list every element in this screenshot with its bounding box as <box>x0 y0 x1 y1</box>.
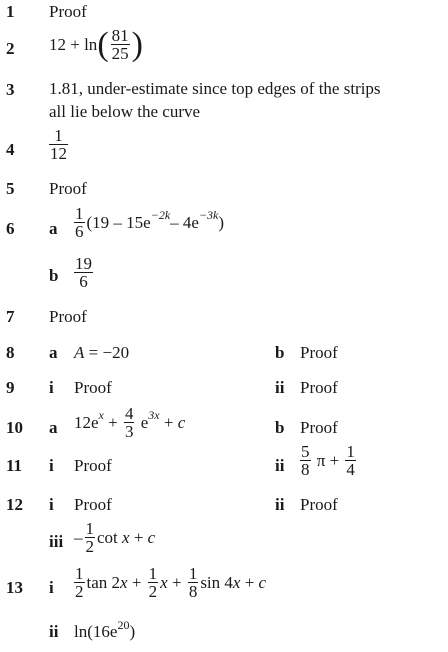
exponent: 20 <box>117 618 130 632</box>
question-number: 13 <box>6 578 23 597</box>
fraction <box>74 255 93 290</box>
answer-text: Proof <box>74 495 112 514</box>
expr-text: cot <box>97 527 118 547</box>
question-number: 5 <box>6 179 15 198</box>
constant: c <box>147 527 156 547</box>
expr-text: ) <box>218 212 225 232</box>
fraction <box>345 443 356 478</box>
variable: x <box>232 572 241 592</box>
part-label: ii <box>275 456 285 475</box>
part-label: b <box>275 343 285 362</box>
fraction <box>148 565 159 600</box>
answer-text: all lie below the curve <box>49 102 201 121</box>
fraction <box>85 520 96 555</box>
expr-text: – <box>74 527 83 547</box>
numerator: 1 <box>148 564 158 583</box>
answer-text: Proof <box>49 2 87 21</box>
constant: c <box>258 572 267 592</box>
fraction <box>49 127 68 162</box>
expr-text: = −20 <box>84 343 130 362</box>
part-label: a <box>49 219 58 238</box>
expr-text: π + <box>312 450 344 470</box>
answer-expression <box>74 618 136 643</box>
exponent: −3k <box>198 207 219 222</box>
numerator: 1 <box>346 442 355 461</box>
part-label: i <box>49 495 54 514</box>
expr-text: + <box>103 412 122 432</box>
part-label: b <box>275 418 285 437</box>
constant: c <box>177 412 186 432</box>
question-number: 3 <box>6 80 15 99</box>
expr-text: e <box>136 412 149 432</box>
denominator: 2 <box>148 582 158 601</box>
denominator: 2 <box>85 537 94 556</box>
answer-text: Proof <box>300 343 338 362</box>
exponent: −2k <box>150 207 171 222</box>
part-label: ii <box>49 622 59 641</box>
denominator: 4 <box>346 460 355 479</box>
answer-expression <box>74 343 129 363</box>
question-number: 7 <box>6 307 15 326</box>
numerator: 1 <box>188 564 198 583</box>
expr-text: ln(16e <box>74 622 118 641</box>
answer-expression <box>74 520 155 555</box>
numerator: 5 <box>301 442 310 461</box>
expr-text: + <box>159 412 178 432</box>
denominator: 25 <box>111 44 129 63</box>
question-number: 2 <box>6 39 15 58</box>
expr-text: + <box>129 527 148 547</box>
question-number: 9 <box>6 378 15 397</box>
part-label: i <box>49 578 54 597</box>
expr-text: sin 4 <box>200 572 233 592</box>
denominator: 2 <box>75 582 84 601</box>
part-label: a <box>49 418 58 437</box>
numerator: 1 <box>54 126 63 145</box>
answer-text: Proof <box>74 456 112 475</box>
answer-expression <box>74 405 185 440</box>
answer-text: Proof <box>300 418 338 437</box>
part-label: ii <box>275 378 285 397</box>
expr-text: 12e <box>74 412 99 432</box>
expr-text: + <box>127 572 146 592</box>
expr-text: (19 – 15e <box>86 212 151 232</box>
fraction <box>188 565 199 600</box>
numerator: 1 <box>75 564 84 583</box>
answer-text: Proof <box>49 307 87 326</box>
expr-text: + <box>167 572 186 592</box>
variable: x <box>120 572 128 592</box>
denominator: 6 <box>74 272 93 290</box>
denominator: 6 <box>75 222 84 241</box>
answer-text: Proof <box>300 495 338 514</box>
answer-text: Proof <box>300 378 338 397</box>
numerator: 81 <box>111 26 129 45</box>
part-label: i <box>49 456 54 475</box>
part-label: b <box>49 266 59 285</box>
answer-expression <box>72 255 95 290</box>
part-label: a <box>49 343 58 362</box>
denominator: 8 <box>188 582 198 601</box>
exponent: 3x <box>148 407 160 422</box>
answer-text: Proof <box>74 378 112 397</box>
fraction <box>300 443 311 478</box>
answer-expression <box>49 127 68 162</box>
right-paren: ) <box>131 25 143 63</box>
question-number: 6 <box>6 219 15 238</box>
question-number: 11 <box>6 456 23 475</box>
left-paren: ( <box>97 25 109 63</box>
variable: A <box>74 343 85 362</box>
denominator: 3 <box>124 422 134 441</box>
answer-text: 1.81, under-estimate since top edges of the strips <box>49 79 381 98</box>
variable: x <box>122 527 130 547</box>
part-label: i <box>49 378 54 397</box>
answer-expression <box>72 205 224 240</box>
part-label: ii <box>275 495 285 514</box>
question-number: 12 <box>6 495 23 514</box>
exponent: x <box>98 407 104 422</box>
question-number: 10 <box>6 418 23 437</box>
expr-text: tan 2 <box>86 572 121 592</box>
expr-text: + <box>240 572 259 592</box>
answer-text: Proof <box>49 179 87 198</box>
part-label: iii <box>49 532 64 551</box>
question-number: 4 <box>6 140 15 159</box>
numerator: 4 <box>124 404 134 423</box>
numerator: 1 <box>75 204 84 223</box>
numerator: 1 <box>85 519 94 538</box>
expr-text: – 4e <box>170 212 199 232</box>
denominator: 12 <box>50 144 67 163</box>
question-number: 1 <box>6 2 15 21</box>
answer-expression <box>298 443 358 478</box>
numerator: 19 <box>75 254 92 273</box>
answer-expression <box>49 27 143 62</box>
expr-text: ) <box>129 622 136 641</box>
denominator: 8 <box>301 460 310 479</box>
fraction <box>111 27 130 62</box>
fraction <box>74 565 85 600</box>
fraction <box>74 205 85 240</box>
fraction <box>124 405 135 440</box>
answer-expression <box>72 565 266 600</box>
variable: x <box>160 572 168 592</box>
question-number: 8 <box>6 343 15 362</box>
expr-text: 12 + ln <box>49 34 98 54</box>
